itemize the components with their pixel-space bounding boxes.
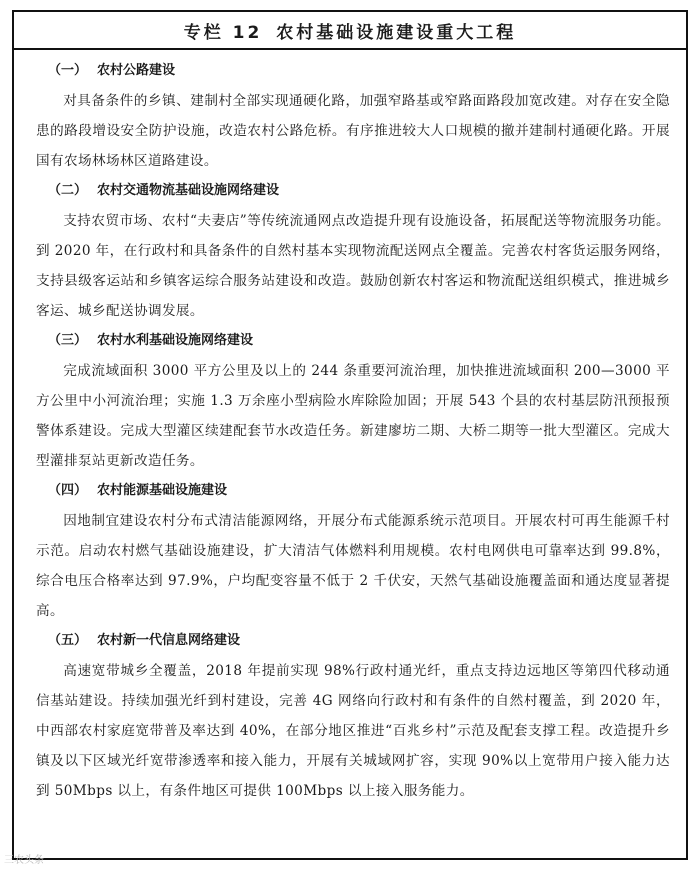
section-marker: （二）	[48, 183, 88, 198]
section-title: 农村能源基础设施建设	[97, 483, 228, 498]
section-heading	[36, 176, 670, 206]
box-title: 农村基础设施建设重大工程	[276, 22, 517, 43]
section-rural-roads	[36, 56, 670, 176]
box-title-bar	[14, 12, 686, 50]
section-title: 农村交通物流基础设施网络建设	[97, 183, 280, 198]
section-title: 农村水利基础设施网络建设	[97, 333, 254, 348]
section-paragraph: 对具备条件的乡镇、建制村全部实现通硬化路，加强窄路基或窄路面路段加宽改建。对存在安全隐患的路段增设安全防护设施，改造农村公路危桥。有序推进较大人口规模的撤并建制村通硬化路。开展国有农场林场林区道路建设。	[36, 93, 670, 169]
section-title: 农村公路建设	[97, 63, 176, 78]
section-paragraph: 完成流域面积 3000 平方公里及以上的 244 条重要河流治理，加快推进流域面积 200—3000 平方公里中小河流治理；实施 1.3 万余座小型病险水库除险加固；开展 543 个县的农村基层防汛预报预警体系建设。完成大型灌区续建配套节水改造任务。新建廖坊二期、大桥二期等一批大型灌区。完成大型灌排泵站更新改造任务。	[36, 363, 670, 469]
section-paragraph: 高速宽带城乡全覆盖，2018 年提前实现 98%行政村通光纤，重点支持边远地区等第四代移动通信基站建设。持续加强光纤到村建设，完善 4G 网络向行政村和有条件的自然村覆盖，到 2020 年，中西部农村家庭宽带普及率达到 40%，在部分地区推进“百兆乡村”示范及配套支撑工程。改造提升乡镇及以下区域光纤宽带渗透率和接入能力，开展有关城域网扩容，实现 90%以上宽带用户接入能力达到 50Mbps 以上，有条件地区可提供 100Mbps 以上接入服务能力。	[36, 663, 670, 799]
section-marker: （一）	[48, 63, 88, 78]
section-marker: （五）	[48, 633, 88, 648]
feature-box	[12, 10, 688, 860]
watermark: 三农头条	[4, 855, 44, 866]
section-information-network	[36, 626, 670, 806]
section-marker: （四）	[48, 483, 88, 498]
section-heading	[36, 326, 670, 356]
section-heading	[36, 476, 670, 506]
box-content	[14, 50, 686, 806]
section-paragraph: 因地制宜建设农村分布式清洁能源网络，开展分布式能源系统示范项目。开展农村可再生能源千村示范。启动农村燃气基础设施建设，扩大清洁气体燃料利用规模。农村电网供电可靠率达到 99.8%，综合电压合格率达到 97.9%，户均配变容量不低于 2 千伏安，天然气基础设施覆盖面和通达度显著提高。	[36, 513, 670, 619]
section-heading	[36, 626, 670, 656]
column-label: 专栏 12	[183, 22, 263, 43]
section-paragraph: 支持农贸市场、农村“夫妻店”等传统流通网点改造提升现有设施设备，拓展配送等物流服务功能。到 2020 年，在行政村和具备条件的自然村基本实现物流配送网点全覆盖。完善农村客货运服务网络，支持县级客运站和乡镇客运综合服务站建设和改造。鼓励创新农村客运和物流配送组织模式，推进城乡客运、城乡配送协调发展。	[36, 213, 670, 319]
section-energy	[36, 476, 670, 626]
section-title: 农村新一代信息网络建设	[97, 633, 241, 648]
section-water	[36, 326, 670, 476]
section-logistics	[36, 176, 670, 326]
section-marker: （三）	[48, 333, 88, 348]
section-heading	[36, 56, 670, 86]
